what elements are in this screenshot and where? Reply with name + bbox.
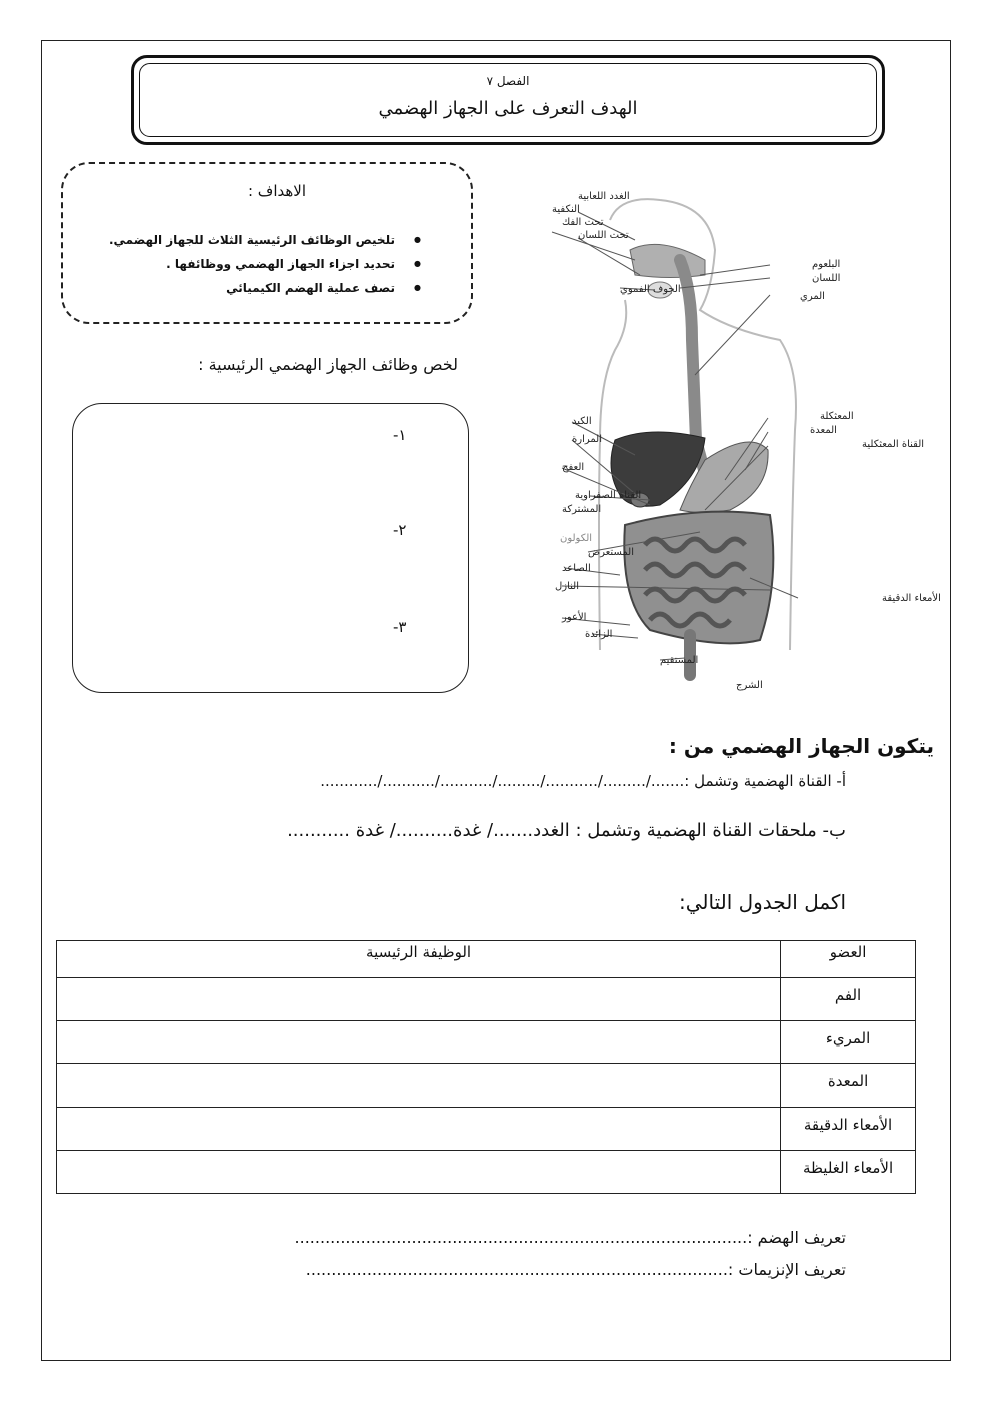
label-cecum: الأعور: [562, 612, 587, 623]
label-pharynx: البلعوم: [812, 259, 841, 270]
enzymes-definition[interactable]: تعريف الإنزيمات :...................................................................................: [305, 1260, 846, 1279]
label-tongue: اللسان: [812, 273, 841, 284]
goals-box: [61, 162, 473, 324]
label-pancreas: المعثكلة: [820, 411, 854, 422]
label-anus: الشرج: [736, 680, 763, 691]
table-header-row: [57, 941, 916, 978]
digestive-system-diagram: [500, 180, 941, 700]
organ-cell: الفم: [781, 978, 916, 1021]
function-number-3: ٣-: [393, 618, 407, 636]
column-header-function: الوظيفة الرئيسية: [57, 941, 781, 978]
label-esophagus: المري: [800, 291, 825, 302]
label-oral-cavity: الجوف الفموي: [620, 284, 681, 295]
organ-cell: المعدة: [781, 1064, 916, 1107]
label-transverse: المستعرض: [588, 547, 634, 558]
goal-item: ● تحديد اجزاء الجهاز الهضمي ووظائفها .: [109, 252, 421, 276]
function-cell[interactable]: [57, 1064, 781, 1107]
organ-cell: الأمعاء الغليظة: [781, 1150, 916, 1193]
organ-cell: المريء: [781, 1021, 916, 1064]
goal-item: ● تلخيص الوظائف الرئيسية الثلاث للجهاز الهضمي.: [109, 228, 421, 252]
label-submandibular: تحت الفك: [562, 217, 604, 228]
organ-cell: الأمعاء الدقيقة: [781, 1107, 916, 1150]
label-gallbladder: المرارة: [572, 434, 602, 445]
label-appendix: الزائدة: [585, 629, 613, 640]
label-descending: النازل: [555, 581, 579, 592]
column-header-organ: العضو: [781, 941, 916, 978]
digestion-definition[interactable]: تعريف الهضم :.........................................................................................: [294, 1228, 846, 1247]
label-common: المشتركة: [562, 504, 602, 515]
label-stomach: المعدة: [810, 425, 837, 436]
label-duodenum: العفج: [562, 462, 585, 473]
table-row: [57, 1150, 916, 1193]
label-parotid: النكفية: [552, 204, 580, 215]
goals-list: [109, 228, 421, 300]
accessory-organs-line[interactable]: ب- ملحقات القناة الهضمية وتشمل : الغدد......./ غدة........../ غدة ...........: [287, 820, 846, 841]
function-cell[interactable]: [57, 1107, 781, 1150]
table-row: [57, 1064, 916, 1107]
page-title: الهدف التعرف على الجهاز الهضمي: [378, 98, 638, 119]
function-cell[interactable]: [57, 1150, 781, 1193]
function-cell[interactable]: [57, 1021, 781, 1064]
table-row: [57, 1107, 916, 1150]
label-bile-duct: القناة الصفراوية: [575, 490, 642, 501]
chapter-label: الفصل ٧: [486, 74, 530, 88]
label-liver: الكبد: [572, 416, 592, 427]
label-small-intestine: الأمعاء الدقيقة: [882, 593, 941, 604]
goal-item: ● تصف عملية الهضم الكيميائي: [109, 276, 421, 300]
table-row: [57, 978, 916, 1021]
label-colon: الكولون: [560, 533, 593, 544]
summary-heading: لخص وظائف الجهاز الهضمي الرئيسية :: [198, 355, 458, 374]
function-number-1: ١-: [393, 426, 407, 444]
table-row: [57, 1021, 916, 1064]
label-sublingual: تحت اللسان: [578, 230, 629, 241]
alimentary-canal-line[interactable]: أ- القناة الهضمية وتشمل :......./........./.........../........./.........../.........../............: [320, 772, 846, 790]
label-pancreatic-duct: القناة المعثكلية: [862, 439, 925, 450]
title-box: [131, 55, 885, 145]
goals-title: الاهداف :: [247, 182, 306, 200]
function-number-2: ٢-: [393, 521, 407, 539]
label-salivary-glands: الغدد اللعابية: [578, 191, 630, 202]
composition-heading: يتكون الجهاز الهضمي من :: [668, 734, 934, 758]
label-ascending: الصاعد: [562, 563, 591, 574]
label-rectum: المستقيم: [660, 655, 699, 666]
function-cell[interactable]: [57, 978, 781, 1021]
table-heading: اكمل الجدول التالي:: [678, 890, 846, 914]
functions-answer-box[interactable]: [72, 403, 469, 693]
organs-table: [56, 940, 916, 1194]
